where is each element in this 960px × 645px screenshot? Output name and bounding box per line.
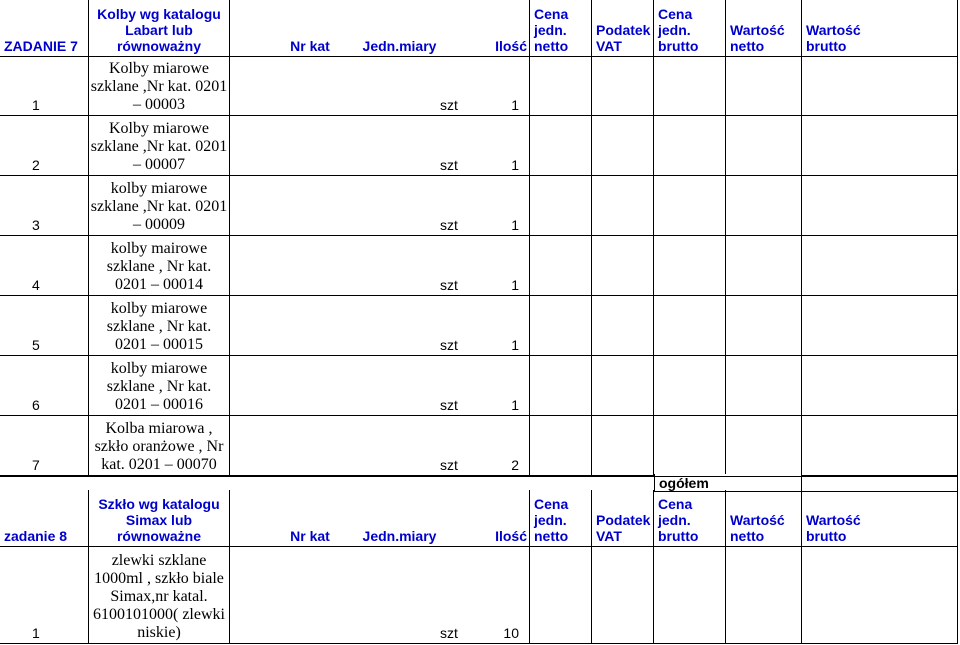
cell-line: 0201 – 00014 [115,276,203,293]
empty-price-cell[interactable] [726,56,802,116]
cell-line: Wartość [730,512,785,528]
empty-price-cell[interactable] [592,236,654,296]
cell-line: 6100101000( zlewki [93,606,225,623]
row-description [88,356,230,416]
cell-line: Kolby miarowe [109,60,209,77]
row-ilosc: 10 [457,546,530,644]
cell-line: kat. 0201 – 00070 [101,456,217,473]
empty-price-cell[interactable] [530,176,592,236]
cell-line: Szkło wg katalogu [98,496,220,512]
row-ilosc: 1 [457,176,530,236]
empty-price-cell[interactable] [530,236,592,296]
cell-line: brutto [806,38,847,54]
row-number: 1 [0,56,88,116]
cell-line: 1000ml , szkło biale [94,570,224,587]
empty-price-cell[interactable] [654,546,726,644]
row-jedn-miary: szt [230,356,457,416]
cell-line: VAT [596,528,622,544]
cell-line: kolby mairowe [110,240,208,257]
cell-line: jedn. [534,512,567,528]
cell-line: jedn. [658,22,691,38]
empty-price-cell[interactable] [726,176,802,236]
cell-line: 0201 – 00015 [115,336,203,353]
cell-line: jedn. [658,512,691,528]
table1-top-line [0,56,958,57]
header-nr-kat: Nr kat [290,528,330,544]
zadanie-8-label: zadanie 8 [4,528,68,544]
row-number: 7 [0,416,88,476]
empty-price-cell[interactable] [592,546,654,644]
separator-line [0,476,958,477]
empty-price-cell[interactable] [726,116,802,176]
header-cena-brutto [654,490,726,546]
cell-line: jedn. [534,22,567,38]
cell-line: szklane ,Nr kat. 0201 [90,78,228,95]
empty-price-cell[interactable] [726,546,802,644]
empty-price-cell[interactable] [802,296,958,356]
cell-line: Wartość [730,22,785,38]
empty-price-cell[interactable] [530,416,592,476]
header-ilosc: Ilość [457,490,530,546]
empty-price-cell[interactable] [726,296,802,356]
empty-price-cell[interactable] [654,116,726,176]
cell-line: netto [730,528,765,544]
row-number: 6 [0,356,88,416]
empty-price-cell[interactable] [592,56,654,116]
empty-price-cell[interactable] [654,176,726,236]
cell-line: szklane , Nr kat. [106,378,212,395]
row-description [88,176,230,236]
row-ilosc: 2 [457,416,530,476]
row-description [88,416,230,476]
ogolem-label: ogółem [654,474,802,492]
empty-price-cell[interactable] [654,416,726,476]
empty-price-cell[interactable] [802,546,958,644]
row-ilosc: 1 [457,236,530,296]
row-number: 5 [0,296,88,356]
empty-price-cell[interactable] [802,176,958,236]
row-description [88,546,230,644]
cell-line: Wartość [806,22,861,38]
header-vat [592,490,654,546]
cell-line: Wartość [806,512,861,528]
cell-line: brutto [806,528,847,544]
header-vat [592,0,654,56]
row-ilosc: 1 [457,56,530,116]
cell-line: równoważne [116,528,201,544]
cell-line: 0201 – 00016 [115,396,203,413]
empty-price-cell[interactable] [530,546,592,644]
empty-price-cell[interactable] [726,356,802,416]
cell-line: – 00009 [133,216,185,233]
row-number: 4 [0,236,88,296]
cell-line: Kolby wg katalogu [97,6,221,22]
cell-line: kolby miarowe [110,360,208,377]
row-jedn-miary: szt [230,116,457,176]
empty-price-cell[interactable] [530,356,592,416]
header-wartosc-netto [726,490,802,546]
header-cena-brutto [654,0,726,56]
empty-price-cell[interactable] [592,176,654,236]
cell-line: kolby miarowe [110,300,208,317]
cell-line: brutto [658,528,699,544]
cell-line: Labart lub [125,22,193,38]
empty-price-cell[interactable] [592,296,654,356]
cell-line: niskie) [137,624,181,641]
cell-line: szkło oranżowe , Nr [94,438,224,455]
row-description [88,56,230,116]
cell-line: Cena [658,6,693,22]
row-description [88,236,230,296]
cell-line: Cena [658,496,693,512]
empty-price-cell[interactable] [530,116,592,176]
row-jedn-miary: szt [230,236,457,296]
cell-line: Kolby miarowe [109,120,209,137]
row-number: 2 [0,116,88,176]
zadanie-7-label: ZADANIE 7 [4,38,78,54]
empty-price-cell[interactable] [592,116,654,176]
header-cena-netto [530,490,592,546]
cell-line: brutto [658,38,699,54]
row-jedn-miary: szt [230,176,457,236]
header-wartosc-brutto [802,0,958,56]
empty-price-cell[interactable] [592,416,654,476]
empty-price-cell[interactable] [726,416,802,476]
row-ilosc: 1 [457,116,530,176]
header-nr-kat: Nr kat [290,38,330,54]
header-jedn-miary: Jedn.miary [362,38,437,54]
empty-price-cell[interactable] [592,356,654,416]
empty-price-cell[interactable] [654,356,726,416]
row-jedn-miary: szt [230,416,457,476]
empty-price-cell[interactable] [654,236,726,296]
empty-price-cell[interactable] [654,296,726,356]
empty-price-cell[interactable] [802,116,958,176]
header-wartosc-brutto [802,490,958,546]
cell-line: netto [534,528,569,544]
cell-line: szklane , Nr kat. [106,318,212,335]
cell-line: netto [534,38,569,54]
empty-price-cell[interactable] [802,56,958,116]
empty-price-cell[interactable] [726,236,802,296]
cell-line: – 00007 [133,156,185,173]
header-description [88,0,230,56]
cell-line: Podatek [596,22,651,38]
row-number: 3 [0,176,88,236]
cell-line: – 00003 [133,96,185,113]
cell-line: Simax,nr katal. [110,588,208,605]
empty-price-cell[interactable] [802,416,958,476]
empty-price-cell[interactable] [802,236,958,296]
header-ilosc: Ilość [457,0,530,56]
row-jedn-miary: szt [230,546,457,644]
empty-price-cell[interactable] [802,356,958,416]
cell-line: zlewki szklane [111,552,207,569]
header-jedn-miary: Jedn.miary [362,528,437,544]
cell-line: szklane ,Nr kat. 0201 [90,138,228,155]
row-description [88,116,230,176]
header-wartosc-netto [726,0,802,56]
row-jedn-miary: szt [230,296,457,356]
cell-line: Cena [534,496,569,512]
cell-line: VAT [596,38,622,54]
header-cena-netto [530,0,592,56]
cell-line: kolby miarowe [110,180,208,197]
row-number: 1 [0,546,88,644]
cell-line: netto [730,38,765,54]
cell-line: równoważny [116,38,201,54]
cell-line: Simax lub [125,512,193,528]
row-jedn-miary: szt [230,56,457,116]
row-ilosc: 1 [457,356,530,416]
cell-line: Kolba miarowa , [105,420,213,437]
table2-top-line [0,546,958,547]
empty-price-cell[interactable] [654,56,726,116]
row-description [88,296,230,356]
header-description [88,490,230,546]
row-ilosc: 1 [457,296,530,356]
empty-price-cell[interactable] [530,56,592,116]
cell-line: Podatek [596,512,651,528]
cell-line: Cena [534,6,569,22]
empty-price-cell[interactable] [530,296,592,356]
cell-line: szklane , Nr kat. [106,258,212,275]
cell-line: szklane ,Nr kat. 0201 [90,198,228,215]
